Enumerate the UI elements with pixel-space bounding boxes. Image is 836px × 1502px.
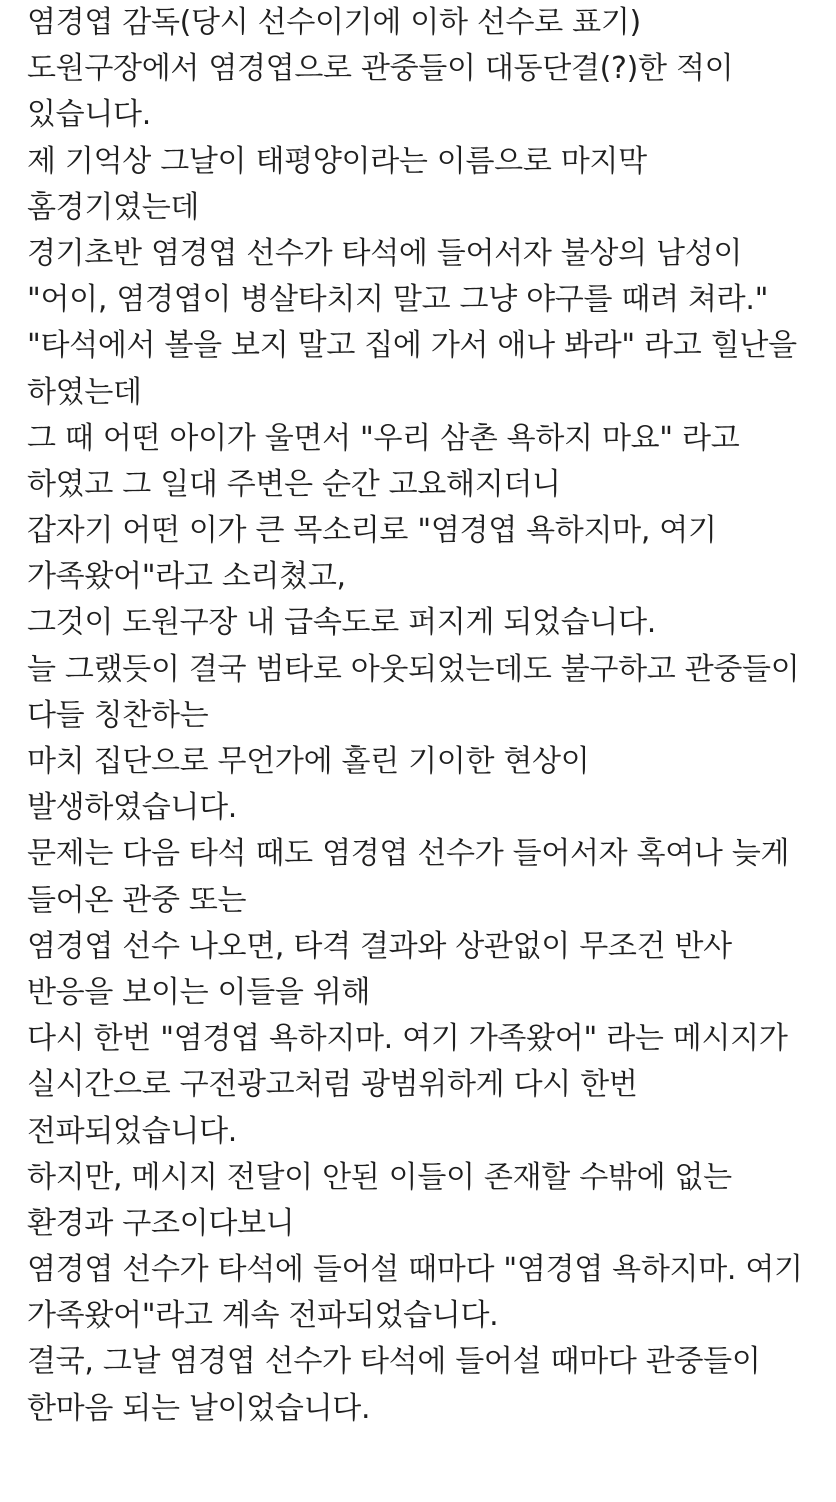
text-line: 갑자기 어떤 이가 큰 목소리로 "염경엽 욕하지마, 여기: [27, 513, 717, 549]
text-line: 가족왔어"라고 소리쳤고,: [27, 559, 346, 595]
text-line: 반응을 보이는 이들을 위해: [27, 974, 371, 1010]
text-line: 그것이 도원구장 내 급속도로 퍼지게 되었습니다.: [27, 605, 657, 641]
text-line: 경기초반 염경엽 선수가 타석에 들어서자 불상의 남성이: [27, 235, 743, 271]
text-line: 가족왔어"라고 계속 전파되었습니다.: [27, 1298, 499, 1334]
text-line: 하였는데: [27, 374, 142, 410]
text-line: 제 기억상 그날이 태평양이라는 이름으로 마지막: [27, 143, 647, 179]
text-line: 염경엽 선수가 타석에 들어설 때마다 "염경엽 욕하지마. 여기: [27, 1252, 803, 1288]
text-line: 그 때 어떤 아이가 울면서 "우리 삼촌 욕하지 마요" 라고: [27, 420, 740, 456]
text-line: 한마음 되는 날이었습니다.: [27, 1390, 371, 1426]
text-line: 염경엽 감독(당시 선수이기에 이하 선수로 표기): [27, 5, 641, 40]
text-line: 전파되었습니다.: [27, 1113, 237, 1149]
text-line: 발생하였습니다.: [27, 790, 237, 826]
text-line: 문제는 다음 타석 때도 염경엽 선수가 들어서자 혹여나 늦게: [27, 836, 790, 872]
text-line: 실시간으로 구전광고처럼 광범위하게 다시 한번: [27, 1067, 638, 1103]
text-line: 다들 칭찬하는: [27, 697, 209, 733]
text-line: 염경엽 선수 나오면, 타격 결과와 상관없이 무조건 반사: [27, 928, 732, 964]
text-line: 하지만, 메시지 전달이 안된 이들이 존재할 수밖에 없는: [27, 1159, 732, 1195]
text-line: 홈경기였는데: [27, 189, 200, 225]
text-line: 들어온 관중 또는: [27, 882, 247, 918]
text-line: 있습니다.: [27, 97, 151, 133]
text-line: "어이, 염경엽이 병살타치지 말고 그냥 야구를 때려 쳐라.": [27, 282, 769, 318]
text-line: 마치 집단으로 무언가에 홀린 기이한 현상이: [27, 744, 590, 779]
text-line: "타석에서 볼을 보지 말고 집에 가서 애나 봐라" 라고 힐난을: [27, 328, 797, 364]
text-line: 다시 한번 "염경엽 욕하지마. 여기 가족왔어" 라는 메시지가: [27, 1021, 788, 1057]
text-line: 늘 그랬듯이 결국 범타로 아웃되었는데도 불구하고 관중들이: [27, 651, 800, 687]
text-line: 도원구장에서 염경엽으로 관중들이 대동단결(?)한 적이: [27, 51, 734, 87]
text-line: 환경과 구조이다보니: [27, 1205, 295, 1241]
document-body: [27, 0, 827, 1432]
text-line: 결국, 그날 염경엽 선수가 타석에 들어설 때마다 관중들이: [27, 1344, 761, 1380]
text-line: 하였고 그 일대 주변은 순간 고요해지더니: [27, 466, 561, 502]
